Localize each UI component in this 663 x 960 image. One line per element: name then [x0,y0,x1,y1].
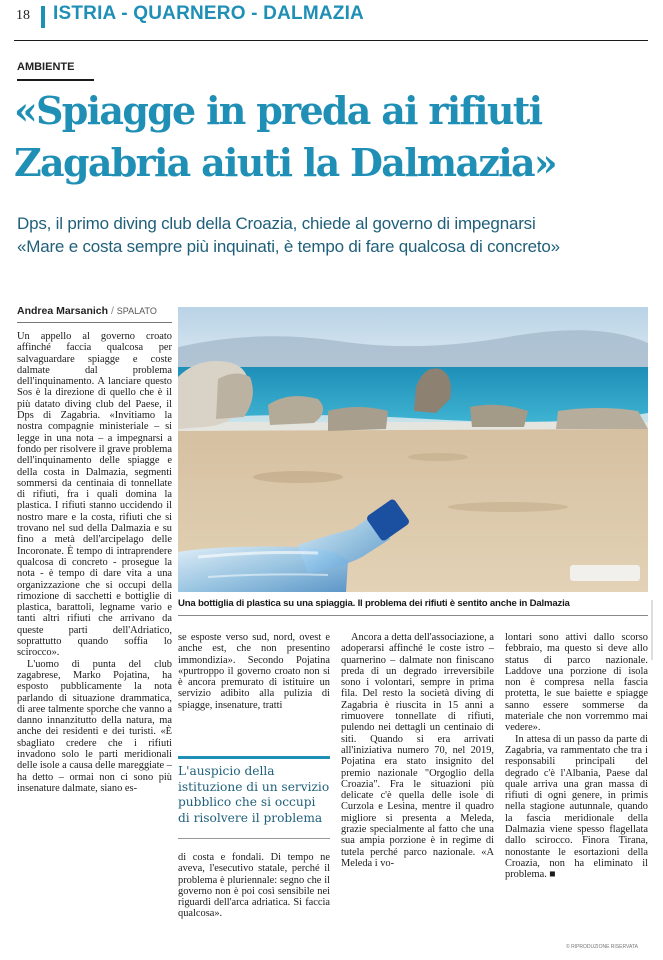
subtitle-line-2: «Mare e costa sempre più inquinati, è tempo di fare qualcosa di concreto» [17,237,560,256]
beach-plastic-bottle-photo [178,307,648,592]
section-accent-bar [41,6,45,28]
section-title: ISTRIA - QUARNERO - DALMAZIA [53,3,364,24]
byline [17,305,157,317]
caption-rule [178,615,648,616]
pullquote-rule [178,756,330,759]
pullquote: L'auspicio della istituzione di un servizio pubblico che si occupi di risolvere il problema [178,764,330,825]
column-2-paragraph-2: di costa e fondali. Di tempo ne aveva, l'esecutivo statale, perché il problema è pluriennale: segno che il governo non è poi così sensibile nei riguardi dell'arca adriatica. Si faccia qualcosa». [178,852,330,920]
byline-place: SPALATO [116,306,157,316]
article-column-4 [505,632,648,881]
byline-author: Andrea Marsanich [17,305,109,317]
column-4-paragraph-2: In attesa di un passo da parte di Zagabria, va rammentato che tra i responsabili principali del degrado c'è l'Albania, Paese dal quale arriva una gran massa di rifiuti di ogni genere, in primis nella stagione autunnale, quando la fascia meridionale della Dalmazia viene spesso flagellata dallo scirocco. Finora Tirana, nonostante le esortazioni della Croazia, non ha eliminato il problema. ■ [505,733,648,881]
column-2-paragraph-1: se esposte verso sud, nord, ovest e anche est, che non presentino immondizia». Secondo Pojatina «purtroppo il governo croato non si è ancora premurato di istituire un servizio adibito alla pulizia di spiagge, insenature, tratti [178,632,330,711]
article-column-2 [178,632,330,711]
pullquote-bottom-rule [178,838,330,839]
margin-mark [651,600,653,660]
header-rule [14,40,648,41]
photo-caption: Una bottiglia di plastica su una spiaggia. Il problema dei rifiuti è sentito anche in Dalmazia [178,598,570,609]
column-4-paragraph-1: lontari sono attivi dallo scorso febbraio, ma questo si deve allo status di parco nazionale. Laddove una porzione di isola non è compresa nella fascia protetta, le sue baiette e spiagge sanno essere sommerse da materiale che non vorremmo mai vedere». [505,632,648,734]
column-1-paragraph-2: L'uomo di punta del club zagabrese, Marko Pojatina, ha esposto pubblicamente la nota parlando di situazione drammatica, di aree talmente sporche che vanno a danno innanzitutto della natura, ma anche dei residenti e dei turisti. «È sbagliato credere che i rifiuti invadono solo le parti meridionali delle isole a causa delle mareggiate – ha detto – ormai non ci sono più insenature dalmate, siano es- [17,658,172,794]
article-column-3 [341,632,494,869]
column-3-paragraph-1: Ancora a detta dell'associazione, a adoperarsi affinché le coste istro – quarnerino – dalmate non finiscano preda di un degrado irreversibile sono i volontari, sempre in prima fila. Del resto la società diving di Zagabria è riuscita in 15 anni a rimuovere tonnellate di rifiuti, pulendo nei dettagli un centinaio di siti. Quando si era arrivati all'iniziativa numero 70, nel 2019, Pojatina era stato insignito del premio nazionale "Orgoglio della Croazia". Fra le situazioni più delicate c'è quella delle isole di Curzola e Lesina, mentre il quadro migliore si presenta a Meleda, grazie specialmente al fatto che una sua ampia porzione è in regime di tutela perché parco nazionale. «A Meleda i vo- [341,632,494,869]
article-column-1 [17,331,172,951]
byline-separator: / [110,305,114,317]
column-1-paragraph-1: Un appello al governo croato affinché faccia qualcosa per salvaguardare spiagge e coste dalmate dal problema dell'inquinamento. A lanciare questo Sos è la direzione di quello che è il più datato diving club del Paese, il Dps di Zagabria. «Invitiamo la nostra compagnie ministeriale – si legge in una nota – a impegnarsi a fondo per risolvere il grave problema dell'inquinamento delle spiagge e della costa in Dalmazia, segmenti sommersi da centinaia di tonnellate di rifiuti, fra i quali domina la plastica. I rifiuti stanno uccidendo il nostro mare e la costa, rifiuti che si trovano nel sud della Dalmazia e su fino a metà dell'arcipelago delle Incoronate. È tempo di intraprendere qualcosa di concreto - prosegue la nota - è tempo di dare vita a una organizzazione che si occupi della rimozione di sacchetti e bottiglie di plastica, barattoli, legname vario e tanti altri rifiuti che arrivano da queste parti dell'Adriatico, soprattutto quando soffia lo scirocco». [17,331,172,659]
copyright-notice: © RIPRODUZIONE RISERVATA [566,944,638,950]
kicker: AMBIENTE [17,61,75,73]
article-column-2-end [178,852,330,920]
subtitle-line-1: Dps, il primo diving club della Croazia, chiede al governo di impegnarsi [17,214,536,233]
byline-rule [17,322,172,323]
page-number: 18 [16,8,30,23]
headline-line-2: Zagabria aiuti la Dalmazia» [14,140,556,185]
kicker-rule [17,79,94,81]
headline-line-1: «Spiagge in preda ai rifiuti [14,88,542,133]
